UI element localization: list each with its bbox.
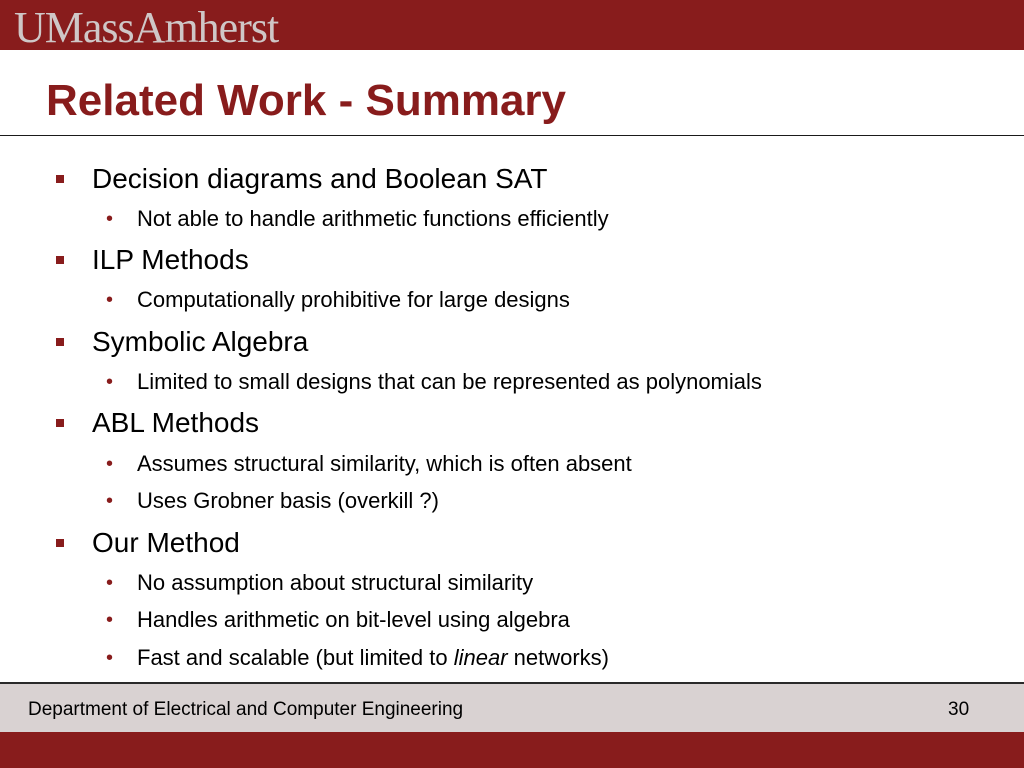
header-bar — [0, 0, 1024, 50]
sub-bullet — [0, 450, 1000, 478]
sub-bullet — [0, 205, 1000, 233]
bullet-text: Decision diagrams and Boolean SAT — [92, 163, 548, 194]
sub-bullet-text: Handles arithmetic on bit-level using algebra — [137, 607, 570, 632]
square-bullet-icon — [56, 419, 64, 427]
sub-bullet-text: Uses Grobner basis (overkill ?) — [137, 488, 439, 513]
title-divider — [0, 135, 1024, 136]
sub-bullet — [0, 569, 1000, 597]
sub-bullet-text: Limited to small designs that can be represented as polynomials — [137, 369, 762, 394]
square-bullet-icon — [56, 175, 64, 183]
bullet-text: Our Method — [92, 527, 240, 558]
umass-amherst-logo: UMassAmherst — [14, 3, 279, 52]
bullet-ilp-methods — [0, 243, 1000, 277]
dot-bullet-icon: • — [106, 647, 114, 669]
sub-bullet — [0, 286, 1000, 314]
sub-bullet — [0, 487, 1000, 515]
bullet-text: ILP Methods — [92, 244, 249, 275]
dot-bullet-icon: • — [106, 289, 114, 311]
footer-bar — [0, 684, 1024, 732]
sub-bullet-text-start: Fast and scalable (but limited to — [137, 645, 454, 670]
page-number: 30 — [948, 699, 970, 720]
bullet-abl-methods — [0, 406, 1000, 440]
dot-bullet-icon: • — [106, 609, 114, 631]
bullet-our-method — [0, 526, 1000, 560]
dot-bullet-icon: • — [106, 490, 114, 512]
dot-bullet-icon: • — [106, 453, 114, 475]
sub-bullet-text: Computationally prohibitive for large designs — [137, 287, 570, 312]
sub-bullet-text: Not able to handle arithmetic functions efficiently — [137, 206, 609, 231]
square-bullet-icon — [56, 338, 64, 346]
sub-bullet-text-end: networks) — [507, 645, 610, 670]
bullet-text: Symbolic Algebra — [92, 326, 309, 357]
sub-bullet — [0, 368, 1000, 396]
sub-bullet-text — [137, 644, 609, 672]
bottom-bar — [0, 732, 1024, 768]
slide-title: Related Work - Summary — [46, 76, 567, 125]
sub-bullet-text: Assumes structural similarity, which is often absent — [137, 451, 632, 476]
bullet-symbolic-algebra — [0, 325, 1000, 359]
dot-bullet-icon: • — [106, 572, 114, 594]
sub-bullet-text: No assumption about structural similarity — [137, 570, 534, 595]
dot-bullet-icon: • — [106, 371, 114, 393]
sub-bullet — [0, 606, 1000, 634]
emphasis-linear: linear — [453, 645, 508, 670]
sub-bullet — [0, 644, 1000, 672]
department-name: Department of Electrical and Computer Engineering — [28, 699, 464, 720]
dot-bullet-icon: • — [106, 208, 114, 230]
bullet-decision-diagrams — [0, 162, 1000, 196]
bullet-text: ABL Methods — [92, 407, 260, 438]
square-bullet-icon — [56, 539, 64, 547]
square-bullet-icon — [56, 256, 64, 264]
